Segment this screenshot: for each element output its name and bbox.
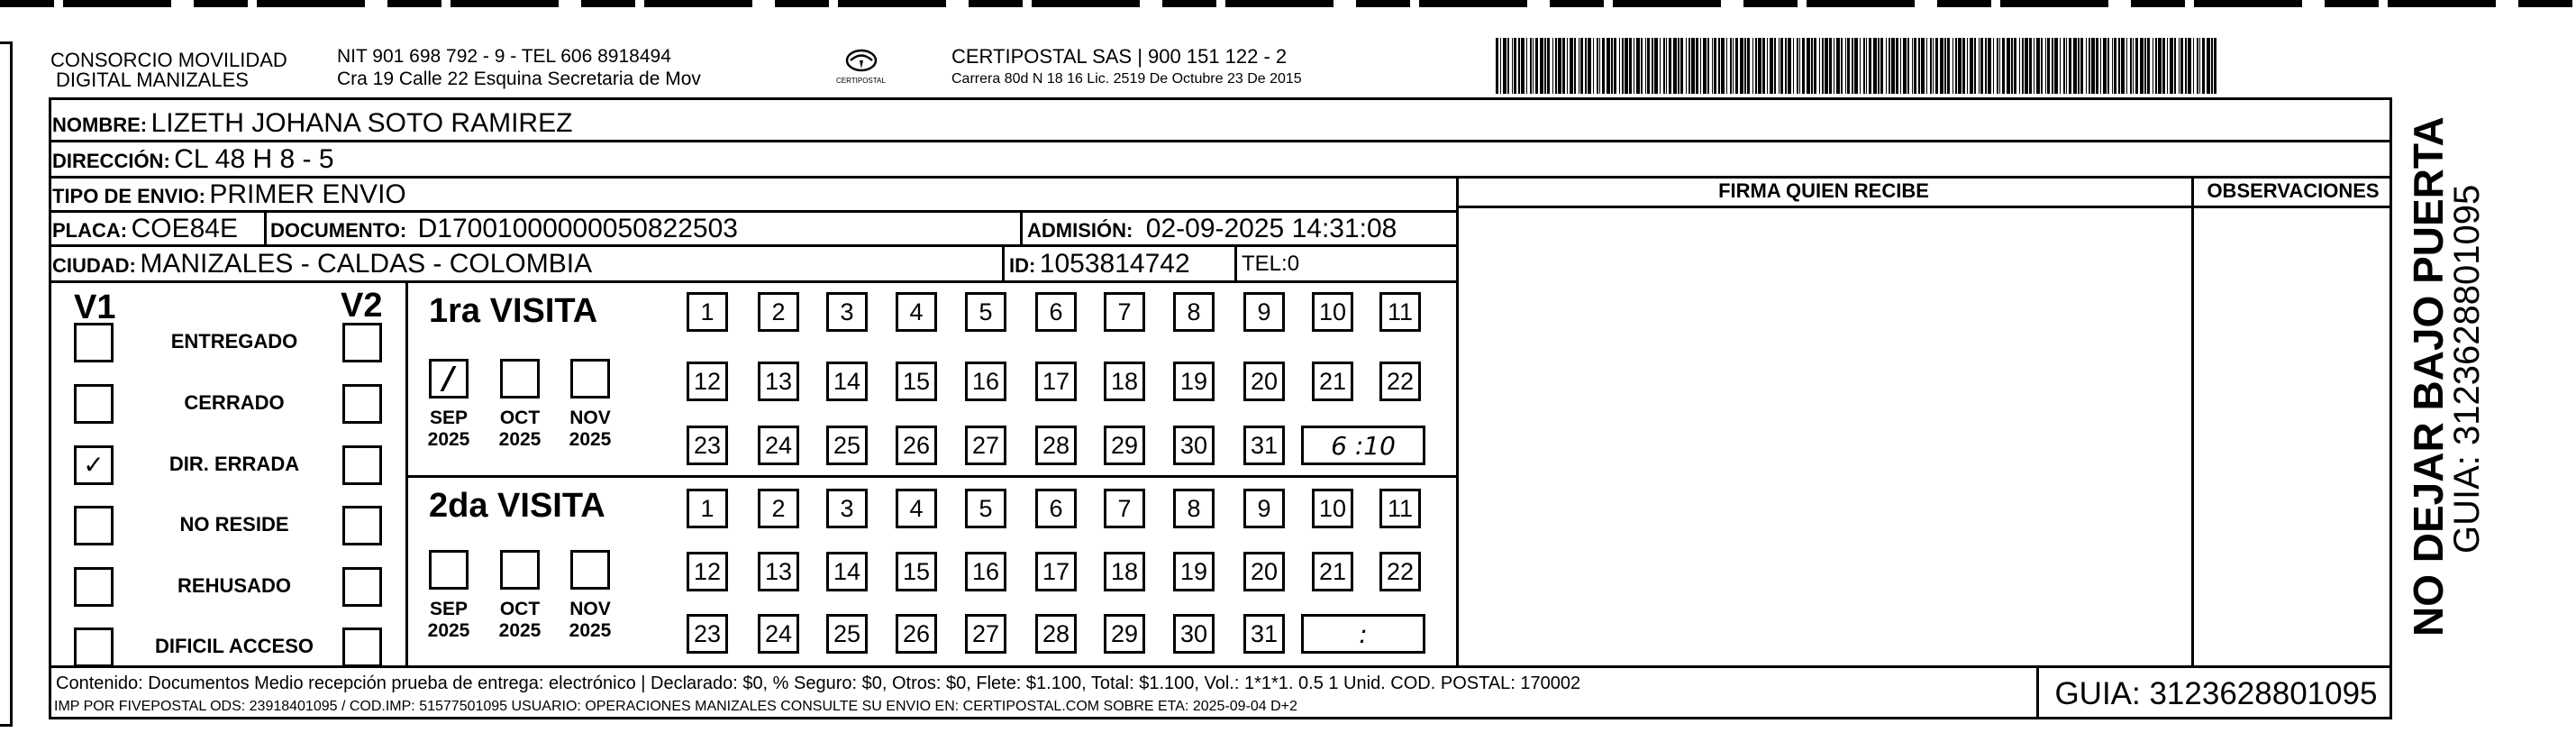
footer-imp: IMP POR FIVEPOSTAL ODS: 23918401095 / COD.IMP: 51577501095 USUARIO: OPERACIONES MANIZALES CONSULTE SU ENVIO EN: CERTIPOSTAL.COM SOBRE ETA: 2025-09-04 D+2 xyxy=(54,699,1297,714)
visit2-year-label: 2025 xyxy=(427,620,470,641)
visit2-day-box[interactable] xyxy=(758,614,799,654)
status-label: NO RESIDE xyxy=(179,513,289,536)
v2-header: V2 xyxy=(341,287,383,325)
visit1-day-box[interactable] xyxy=(758,426,799,465)
visit2-day-box[interactable] xyxy=(896,614,937,654)
visit1-day-box[interactable] xyxy=(965,426,1006,465)
visit2-day-box[interactable] xyxy=(687,552,728,591)
footer-divider xyxy=(49,665,2392,668)
documento-field xyxy=(270,215,738,243)
visit2-day-number: 15 xyxy=(902,557,931,585)
admision-value: 02-09-2025 14:31:08 xyxy=(1145,214,1397,243)
visit2-day-number: 1 xyxy=(700,494,715,522)
documento-label: DOCUMENTO: xyxy=(270,219,407,242)
visit1-day-number: 19 xyxy=(1179,367,1208,395)
visit1-day-box[interactable] xyxy=(1104,426,1145,465)
id-label: ID: xyxy=(1009,254,1036,277)
visit2-day-box[interactable] xyxy=(1312,489,1353,528)
left-bracket xyxy=(0,41,13,727)
visit1-day-box[interactable] xyxy=(1104,292,1145,332)
visit2-day-box[interactable] xyxy=(965,489,1006,528)
v2-checkbox[interactable] xyxy=(342,323,382,362)
v2-checkbox[interactable] xyxy=(342,627,382,667)
visit2-day-number: 4 xyxy=(909,494,924,522)
visit2-day-number: 13 xyxy=(764,557,793,585)
visit2-day-box[interactable] xyxy=(1104,552,1145,591)
visit1-day-box[interactable] xyxy=(826,426,868,465)
visit1-day-number: 26 xyxy=(902,431,931,459)
v1-checkbox[interactable] xyxy=(74,627,114,667)
barcode xyxy=(1496,38,2220,94)
visit2-day-box[interactable] xyxy=(1035,614,1077,654)
direccion-value: CL 48 H 8 - 5 xyxy=(174,144,334,174)
org-name-line1: CONSORCIO MOVILIDAD xyxy=(50,49,287,71)
firma-header: FIRMA QUIEN RECIBE xyxy=(1718,179,1929,202)
id-field xyxy=(1009,251,1190,278)
status-label: CERRADO xyxy=(184,391,285,414)
status-divider xyxy=(405,280,408,665)
status-label: DIR. ERRADA xyxy=(168,453,300,475)
visit1-day-number: 28 xyxy=(1042,431,1070,459)
visit2-day-box[interactable] xyxy=(896,552,937,591)
visit1-day-number: 6 xyxy=(1049,298,1063,325)
v1-checkbox[interactable] xyxy=(74,445,114,485)
visit1-day-box[interactable] xyxy=(1379,292,1421,332)
certipostal-line: CERTIPOSTAL SAS | 900 151 122 - 2 xyxy=(951,45,1288,68)
visit2-month-box[interactable] xyxy=(429,550,469,590)
observaciones-left-border xyxy=(2191,176,2194,667)
visit1-day-box[interactable] xyxy=(758,362,799,401)
direccion-field xyxy=(52,146,334,173)
visit2-day-number: 31 xyxy=(1250,619,1279,647)
visit1-day-number: 18 xyxy=(1110,367,1139,395)
visit2-day-number: 9 xyxy=(1257,494,1271,522)
ciudad-label: CIUDAD: xyxy=(52,254,136,277)
guia-footer: GUIA: 3123628801095 xyxy=(2054,676,2378,711)
visit1-day-box[interactable] xyxy=(826,362,868,401)
visit2-day-number: 3 xyxy=(840,494,854,522)
visit2-day-box[interactable] xyxy=(687,489,728,528)
tel-divider xyxy=(1234,244,1237,280)
visit1-title: 1ra VISITA xyxy=(429,292,598,330)
v1-header: V1 xyxy=(74,289,116,326)
visit2-day-box[interactable] xyxy=(1035,552,1077,591)
visit1-month-mark: / xyxy=(442,361,455,397)
status-label: DIFICIL ACCESO xyxy=(154,635,314,657)
tipo-envio-value: PRIMER ENVIO xyxy=(209,179,406,209)
visit2-day-box[interactable] xyxy=(1104,489,1145,528)
visit1-day-box[interactable] xyxy=(826,292,868,332)
visit1-day-number: 31 xyxy=(1250,431,1279,459)
visit1-day-number: 30 xyxy=(1179,431,1208,459)
visit2-month-label: OCT xyxy=(499,599,541,619)
placa-label: PLACA: xyxy=(52,219,128,242)
visit1-day-box[interactable] xyxy=(1173,426,1215,465)
visit2-day-box[interactable] xyxy=(1104,614,1145,654)
tipo-envio-label: TIPO DE ENVIO: xyxy=(52,185,205,207)
visit1-day-box[interactable] xyxy=(687,292,728,332)
nombre-value: LIZETH JOHANA SOTO RAMIREZ xyxy=(150,108,573,138)
visit2-day-number: 6 xyxy=(1049,494,1063,522)
visit1-month-box[interactable] xyxy=(429,359,469,398)
visit1-day-number: 5 xyxy=(979,298,993,325)
v1-checkbox[interactable] xyxy=(74,567,114,607)
visit2-day-box[interactable] xyxy=(1379,552,1421,591)
visit2-day-box[interactable] xyxy=(1173,489,1215,528)
visit2-time-box[interactable]: : xyxy=(1301,614,1425,654)
no-dejar-bajo-puerta: NO DEJAR BAJO PUERTA xyxy=(2405,116,2452,637)
visit1-day-number: 15 xyxy=(902,367,931,395)
visit1-day-number: 23 xyxy=(693,431,722,459)
visit2-day-number: 11 xyxy=(1387,494,1414,522)
visit2-day-number: 18 xyxy=(1110,557,1139,585)
visit2-day-number: 12 xyxy=(693,557,722,585)
visit1-day-number: 12 xyxy=(693,367,722,395)
visit2-month-box[interactable] xyxy=(570,550,610,590)
visit2-day-box[interactable] xyxy=(1379,489,1421,528)
placa-divider xyxy=(264,210,267,246)
top-cut-stripe xyxy=(0,0,2576,7)
visit1-day-number: 24 xyxy=(764,431,793,459)
visit2-day-box[interactable] xyxy=(1243,489,1285,528)
visit2-day-box[interactable] xyxy=(965,614,1006,654)
documento-value: D17001000000050822503 xyxy=(417,214,738,243)
visit1-day-number: 1 xyxy=(700,298,715,325)
nombre-label: NOMBRE: xyxy=(52,114,148,136)
id-divider xyxy=(1002,244,1005,280)
visit2-day-box[interactable] xyxy=(1243,552,1285,591)
visit1-day-box[interactable] xyxy=(758,292,799,332)
tel-field xyxy=(1242,253,1299,275)
visit1-day-number: 9 xyxy=(1257,298,1271,325)
visit1-month-label: SEP xyxy=(429,408,469,428)
visit2-day-number: 2 xyxy=(771,494,786,522)
visit1-day-number: 14 xyxy=(833,367,861,395)
v2-checkbox[interactable] xyxy=(342,445,382,485)
visit1-day-box[interactable] xyxy=(1243,292,1285,332)
v2-checkbox[interactable] xyxy=(342,506,382,545)
visit2-day-box[interactable] xyxy=(758,489,799,528)
visit1-day-box[interactable] xyxy=(1035,362,1077,401)
visit2-day-number: 22 xyxy=(1386,557,1415,585)
org-name-line2: DIGITAL MANIZALES xyxy=(56,69,249,91)
visit1-day-number: 4 xyxy=(909,298,924,325)
visit2-day-number: 14 xyxy=(833,557,861,585)
side-guia: GUIA: 3123628801095 xyxy=(2447,184,2487,554)
visit1-month-label: OCT xyxy=(499,408,541,428)
visit1-year-label: 2025 xyxy=(498,429,542,450)
row-divider xyxy=(49,210,1456,213)
footer-contenido: Contenido: Documentos Medio recepción prueba de entrega: electrónico | Declarado: $0, % Seguro: $0, Otros: $0, Flete: $1.100, Total: $1.100, Vol.: 1*1*1. 0.5 1 Unid. COD. POSTAL: 170002 xyxy=(56,673,1581,693)
nit-line: NIT 901 698 792 - 9 - TEL 606 8918494 xyxy=(337,46,671,67)
visit2-day-box[interactable] xyxy=(896,489,937,528)
right-header-divider xyxy=(1456,206,2392,208)
visit1-day-box[interactable] xyxy=(896,292,937,332)
visit2-year-label: 2025 xyxy=(498,620,542,641)
visit1-day-number: 10 xyxy=(1318,298,1347,325)
v1-checkbox[interactable] xyxy=(74,384,114,424)
visit2-year-label: 2025 xyxy=(569,620,612,641)
visit1-day-box[interactable] xyxy=(1379,362,1421,401)
v1-check-mark: ✓ xyxy=(83,450,105,480)
status-label: REHUSADO xyxy=(177,574,291,597)
logo-caption: CERTIPOSTAL xyxy=(836,77,886,85)
admision-field xyxy=(1027,215,1397,243)
visit1-day-box[interactable] xyxy=(1173,292,1215,332)
visit2-day-box[interactable] xyxy=(1173,552,1215,591)
visit1-day-number: 8 xyxy=(1187,298,1201,325)
visit2-day-number: 24 xyxy=(764,619,793,647)
visit1-day-number: 11 xyxy=(1387,298,1414,325)
visit1-month-box[interactable] xyxy=(500,359,540,398)
row-divider xyxy=(49,244,1456,247)
certipostal-logo-icon xyxy=(843,47,879,74)
visit2-day-number: 28 xyxy=(1042,619,1070,647)
placa-value: COE84E xyxy=(131,214,238,243)
admision-divider xyxy=(1020,210,1023,246)
v1-checkbox[interactable] xyxy=(74,506,114,545)
id-value: 1053814742 xyxy=(1039,249,1190,279)
visit1-day-box[interactable] xyxy=(965,362,1006,401)
visit1-day-box[interactable] xyxy=(1243,426,1285,465)
visit1-day-number: 13 xyxy=(764,367,793,395)
visit2-day-box[interactable] xyxy=(1173,614,1215,654)
visit2-day-box[interactable] xyxy=(826,614,868,654)
visit1-day-number: 27 xyxy=(971,431,1000,459)
visit2-month-box[interactable] xyxy=(500,550,540,590)
row-divider xyxy=(49,176,2392,179)
visit1-day-number: 17 xyxy=(1042,367,1070,395)
visit2-day-number: 25 xyxy=(833,619,861,647)
row-divider xyxy=(49,140,2392,142)
admision-label: ADMISIÓN: xyxy=(1027,219,1133,242)
visit2-day-number: 30 xyxy=(1179,619,1208,647)
visit2-title: 2da VISITA xyxy=(429,487,605,525)
visit1-day-number: 16 xyxy=(971,367,1000,395)
v2-checkbox[interactable] xyxy=(342,384,382,424)
visit1-year-label: 2025 xyxy=(427,429,470,450)
row-divider xyxy=(49,280,1456,283)
visit2-day-number: 23 xyxy=(693,619,722,647)
v2-checkbox[interactable] xyxy=(342,567,382,607)
visit2-day-number: 27 xyxy=(971,619,1000,647)
visit2-day-number: 7 xyxy=(1117,494,1132,522)
visit-divider xyxy=(405,475,1456,478)
visit1-day-number: 29 xyxy=(1110,431,1139,459)
observaciones-header: OBSERVACIONES xyxy=(2207,179,2380,202)
visit2-day-box[interactable] xyxy=(1035,489,1077,528)
visit1-day-number: 22 xyxy=(1386,367,1415,395)
visit2-day-box[interactable] xyxy=(826,552,868,591)
visit1-day-number: 21 xyxy=(1318,367,1347,395)
tipo-envio-field xyxy=(52,181,406,208)
placa-field xyxy=(52,215,238,243)
address-line: Cra 19 Calle 22 Esquina Secretaria de Mov xyxy=(337,69,701,89)
visit1-month-box[interactable] xyxy=(570,359,610,398)
tel-label: TEL: xyxy=(1242,252,1288,276)
visit1-day-number: 20 xyxy=(1250,367,1279,395)
tel-value: 0 xyxy=(1287,252,1300,276)
visit1-day-box[interactable] xyxy=(896,426,937,465)
visit2-day-number: 10 xyxy=(1318,494,1347,522)
ciudad-value: MANIZALES - CALDAS - COLOMBIA xyxy=(140,249,593,279)
visit1-day-box[interactable] xyxy=(896,362,937,401)
visit2-month-label: SEP xyxy=(429,599,469,619)
visit1-day-box[interactable] xyxy=(965,292,1006,332)
visit2-day-number: 20 xyxy=(1250,557,1279,585)
visit1-month-label: NOV xyxy=(569,408,611,428)
visit2-day-number: 16 xyxy=(971,557,1000,585)
v1-checkbox[interactable] xyxy=(74,323,114,362)
visit1-day-box[interactable] xyxy=(1035,292,1077,332)
visit2-day-number: 5 xyxy=(979,494,993,522)
visit2-month-label: NOV xyxy=(569,599,611,619)
visit2-day-box[interactable] xyxy=(826,489,868,528)
firma-left-border xyxy=(1456,176,1459,667)
license-line: Carrera 80d N 18 16 Lic. 2519 De Octubre 23 De 2015 xyxy=(951,71,1302,87)
visit2-day-number: 29 xyxy=(1110,619,1139,647)
visit2-day-box[interactable] xyxy=(758,552,799,591)
visit2-day-box[interactable] xyxy=(965,552,1006,591)
visit1-day-box[interactable] xyxy=(687,362,728,401)
visit1-day-box[interactable] xyxy=(1173,362,1215,401)
visit1-day-box[interactable] xyxy=(687,426,728,465)
visit1-time-box[interactable]: 6 :10 xyxy=(1301,426,1425,465)
visit1-day-box[interactable] xyxy=(1312,292,1353,332)
visit1-day-box[interactable] xyxy=(1035,426,1077,465)
visit2-day-box[interactable] xyxy=(1312,552,1353,591)
ciudad-field xyxy=(52,251,592,278)
nombre-field xyxy=(52,110,572,137)
visit1-day-number: 3 xyxy=(840,298,854,325)
visit2-day-number: 26 xyxy=(902,619,931,647)
visit2-day-box[interactable] xyxy=(1243,614,1285,654)
visit1-day-number: 7 xyxy=(1117,298,1132,325)
visit1-day-number: 2 xyxy=(771,298,786,325)
status-label: ENTREGADO xyxy=(170,330,298,353)
visit2-day-box[interactable] xyxy=(687,614,728,654)
visit1-day-box[interactable] xyxy=(1243,362,1285,401)
visit2-day-number: 17 xyxy=(1042,557,1070,585)
visit1-day-box[interactable] xyxy=(1104,362,1145,401)
direccion-label: DIRECCIÓN: xyxy=(52,150,170,172)
visit1-day-number: 25 xyxy=(833,431,861,459)
visit2-day-number: 19 xyxy=(1179,557,1208,585)
visit2-day-number: 21 xyxy=(1318,557,1347,585)
visit1-year-label: 2025 xyxy=(569,429,612,450)
visit1-day-box[interactable] xyxy=(1312,362,1353,401)
visit2-day-number: 8 xyxy=(1187,494,1201,522)
guia-box-divider xyxy=(2036,665,2039,719)
